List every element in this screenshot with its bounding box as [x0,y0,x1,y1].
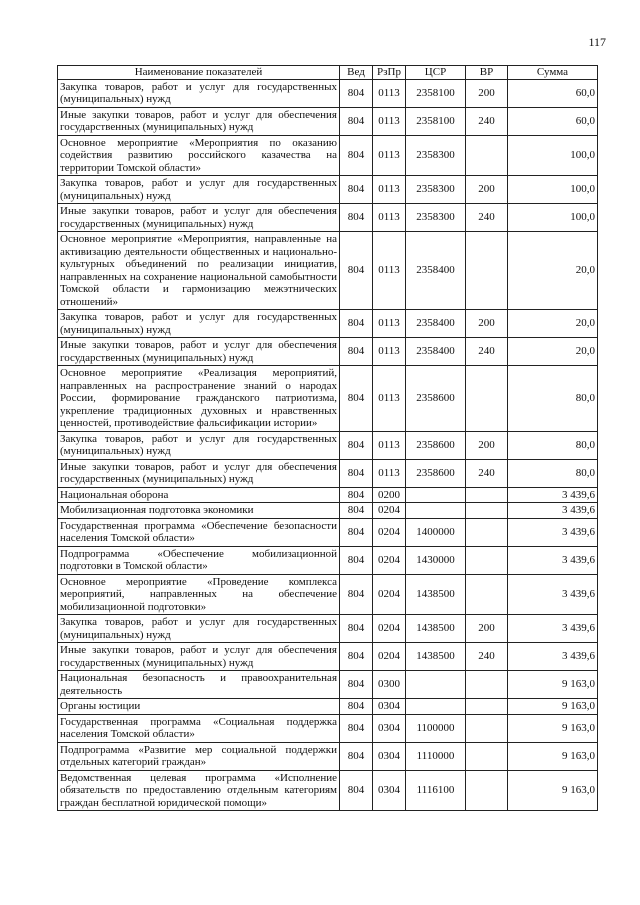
table-row [58,699,598,715]
row-vr-cell [466,546,508,574]
row-name-cell: Мобилизационная подготовка экономики [58,503,340,519]
table-body [58,79,598,811]
row-name-cell: Основное мероприятие «Реализация мероприятий, направленных на распространение знаний о народах России, формирование гражданского патриотизма, укрепление традиционных духовных и нравственных ценностей, противодействие фальсификации истории» [58,366,340,432]
row-csr-cell: 2358400 [406,338,466,366]
row-vr-cell [466,487,508,503]
row-name-cell: Основное мероприятие «Мероприятия по оказанию содействия развитию российского казачества на территории Томской области» [58,135,340,176]
row-name-cell: Иные закупки товаров, работ и услуг для обеспечения государственных (муниципальных) нужд [58,204,340,232]
row-rzpr-cell: 0304 [373,742,406,770]
row-sum-cell: 100,0 [508,176,598,204]
row-vr-cell [466,518,508,546]
row-csr-cell [406,487,466,503]
row-csr-cell: 2358300 [406,135,466,176]
row-ved-cell: 804 [340,518,373,546]
row-rzpr-cell: 0300 [373,671,406,699]
header-name: Наименование показателей [58,66,340,80]
row-ved-cell: 804 [340,770,373,811]
header-sum: Сумма [508,66,598,80]
row-rzpr-cell: 0113 [373,107,406,135]
row-sum-cell: 9 163,0 [508,770,598,811]
row-name-cell: Государственная программа «Обеспечение безопасности населения Томской области» [58,518,340,546]
row-name-cell: Закупка товаров, работ и услуг для государственных (муниципальных) нужд [58,79,340,107]
row-vr-cell: 200 [466,79,508,107]
row-name-cell: Подпрограмма «Обеспечение мобилизационной подготовки в Томской области» [58,546,340,574]
row-vr-cell [466,135,508,176]
row-name-cell: Закупка товаров, работ и услуг для государственных (муниципальных) нужд [58,615,340,643]
row-rzpr-cell: 0113 [373,338,406,366]
row-rzpr-cell: 0204 [373,574,406,615]
row-ved-cell: 804 [340,204,373,232]
row-sum-cell: 9 163,0 [508,714,598,742]
row-name-cell: Подпрограмма «Развитие мер социальной поддержки отдельных категорий граждан» [58,742,340,770]
row-ved-cell: 804 [340,232,373,310]
table-row [58,107,598,135]
row-csr-cell [406,503,466,519]
row-name-cell: Государственная программа «Социальная поддержка населения Томской области» [58,714,340,742]
table-row [58,503,598,519]
row-vr-cell: 240 [466,107,508,135]
row-csr-cell: 1110000 [406,742,466,770]
row-sum-cell: 80,0 [508,431,598,459]
row-sum-cell: 3 439,6 [508,574,598,615]
row-sum-cell: 3 439,6 [508,643,598,671]
row-vr-cell: 240 [466,643,508,671]
row-sum-cell: 3 439,6 [508,546,598,574]
row-vr-cell: 240 [466,204,508,232]
table-row [58,714,598,742]
row-name-cell: Национальная безопасность и правоохранительная деятельность [58,671,340,699]
row-vr-cell: 200 [466,615,508,643]
row-sum-cell: 20,0 [508,338,598,366]
row-sum-cell: 20,0 [508,232,598,310]
header-ved: Вед [340,66,373,80]
row-rzpr-cell: 0113 [373,135,406,176]
row-name-cell: Иные закупки товаров, работ и услуг для обеспечения государственных (муниципальных) нужд [58,459,340,487]
row-rzpr-cell: 0113 [373,204,406,232]
table-row [58,338,598,366]
row-ved-cell: 804 [340,310,373,338]
row-ved-cell: 804 [340,643,373,671]
row-ved-cell: 804 [340,107,373,135]
row-vr-cell [466,742,508,770]
row-sum-cell: 3 439,6 [508,487,598,503]
row-rzpr-cell: 0200 [373,487,406,503]
row-csr-cell: 2358300 [406,176,466,204]
row-vr-cell: 200 [466,431,508,459]
row-csr-cell: 2358300 [406,204,466,232]
row-csr-cell: 2358100 [406,107,466,135]
row-sum-cell: 3 439,6 [508,518,598,546]
row-csr-cell: 2358100 [406,79,466,107]
row-rzpr-cell: 0204 [373,643,406,671]
row-csr-cell: 1438500 [406,643,466,671]
row-csr-cell: 1400000 [406,518,466,546]
table-row [58,615,598,643]
header-vr: ВР [466,66,508,80]
table-row [58,742,598,770]
row-rzpr-cell: 0304 [373,714,406,742]
table-row [58,204,598,232]
row-sum-cell: 60,0 [508,79,598,107]
row-vr-cell [466,699,508,715]
row-rzpr-cell: 0113 [373,459,406,487]
row-name-cell: Иные закупки товаров, работ и услуг для обеспечения государственных (муниципальных) нужд [58,107,340,135]
row-rzpr-cell: 0113 [373,431,406,459]
table-row [58,366,598,432]
row-csr-cell [406,671,466,699]
row-name-cell: Основное мероприятие «Проведение комплекса мероприятий, направленных на обеспечение мобилизационной подготовки» [58,574,340,615]
row-rzpr-cell: 0113 [373,79,406,107]
row-ved-cell: 804 [340,671,373,699]
row-name-cell: Национальная оборона [58,487,340,503]
row-sum-cell: 100,0 [508,204,598,232]
row-vr-cell [466,770,508,811]
row-name-cell: Иные закупки товаров, работ и услуг для обеспечения государственных (муниципальных) нужд [58,338,340,366]
row-ved-cell: 804 [340,546,373,574]
table-row [58,518,598,546]
row-csr-cell: 2358400 [406,232,466,310]
table-row [58,310,598,338]
table-row [58,232,598,310]
row-rzpr-cell: 0113 [373,176,406,204]
row-rzpr-cell: 0204 [373,615,406,643]
row-sum-cell: 3 439,6 [508,615,598,643]
budget-table [57,65,598,811]
row-name-cell: Закупка товаров, работ и услуг для государственных (муниципальных) нужд [58,176,340,204]
row-rzpr-cell: 0113 [373,366,406,432]
row-ved-cell: 804 [340,503,373,519]
page-number: 117 [588,35,606,49]
row-name-cell: Органы юстиции [58,699,340,715]
table-row [58,671,598,699]
row-ved-cell: 804 [340,176,373,204]
row-csr-cell: 2358400 [406,310,466,338]
row-sum-cell: 9 163,0 [508,742,598,770]
row-sum-cell: 80,0 [508,459,598,487]
row-ved-cell: 804 [340,366,373,432]
row-ved-cell: 804 [340,79,373,107]
row-csr-cell: 1438500 [406,615,466,643]
header-rzpr: РзПр [373,66,406,80]
table-row [58,574,598,615]
row-name-cell: Иные закупки товаров, работ и услуг для обеспечения государственных (муниципальных) нужд [58,643,340,671]
row-ved-cell: 804 [340,135,373,176]
row-ved-cell: 804 [340,714,373,742]
table-row [58,643,598,671]
row-name-cell: Ведомственная целевая программа «Исполнение обязательств по предоставлению отдельным категориям граждан бесплатной юридической помощи» [58,770,340,811]
row-csr-cell: 1116100 [406,770,466,811]
table-row [58,487,598,503]
row-vr-cell [466,574,508,615]
row-csr-cell [406,699,466,715]
table-header-row [58,66,598,80]
row-sum-cell: 80,0 [508,366,598,432]
row-rzpr-cell: 0304 [373,699,406,715]
table-row [58,176,598,204]
row-csr-cell: 2358600 [406,366,466,432]
row-rzpr-cell: 0113 [373,310,406,338]
row-csr-cell: 1100000 [406,714,466,742]
row-sum-cell: 60,0 [508,107,598,135]
row-ved-cell: 804 [340,742,373,770]
row-vr-cell [466,714,508,742]
table-row [58,135,598,176]
row-rzpr-cell: 0204 [373,546,406,574]
table-row [58,431,598,459]
table-row [58,546,598,574]
table-row [58,79,598,107]
row-name-cell: Закупка товаров, работ и услуг для государственных (муниципальных) нужд [58,310,340,338]
row-vr-cell [466,671,508,699]
row-vr-cell: 200 [466,310,508,338]
row-vr-cell: 240 [466,459,508,487]
row-vr-cell: 240 [466,338,508,366]
row-ved-cell: 804 [340,338,373,366]
row-sum-cell: 9 163,0 [508,671,598,699]
row-ved-cell: 804 [340,487,373,503]
table-row [58,770,598,811]
row-rzpr-cell: 0113 [373,232,406,310]
row-name-cell: Основное мероприятие «Мероприятия, направленные на активизацию деятельности общественных и национально-культурных объединений по реализации инициатив, направленных на сохранение национальной самобытности Томской области и гармонизацию межэтнических отношений» [58,232,340,310]
header-csr: ЦСР [406,66,466,80]
table-row [58,459,598,487]
row-vr-cell: 200 [466,176,508,204]
row-csr-cell: 1430000 [406,546,466,574]
row-vr-cell [466,366,508,432]
row-sum-cell: 100,0 [508,135,598,176]
row-ved-cell: 804 [340,459,373,487]
row-csr-cell: 2358600 [406,459,466,487]
row-rzpr-cell: 0204 [373,518,406,546]
row-rzpr-cell: 0204 [373,503,406,519]
row-vr-cell [466,503,508,519]
row-sum-cell: 3 439,6 [508,503,598,519]
row-ved-cell: 804 [340,615,373,643]
row-vr-cell [466,232,508,310]
row-sum-cell: 20,0 [508,310,598,338]
row-rzpr-cell: 0304 [373,770,406,811]
row-sum-cell: 9 163,0 [508,699,598,715]
row-ved-cell: 804 [340,574,373,615]
row-csr-cell: 1438500 [406,574,466,615]
row-csr-cell: 2358600 [406,431,466,459]
row-ved-cell: 804 [340,431,373,459]
row-name-cell: Закупка товаров, работ и услуг для государственных (муниципальных) нужд [58,431,340,459]
row-ved-cell: 804 [340,699,373,715]
